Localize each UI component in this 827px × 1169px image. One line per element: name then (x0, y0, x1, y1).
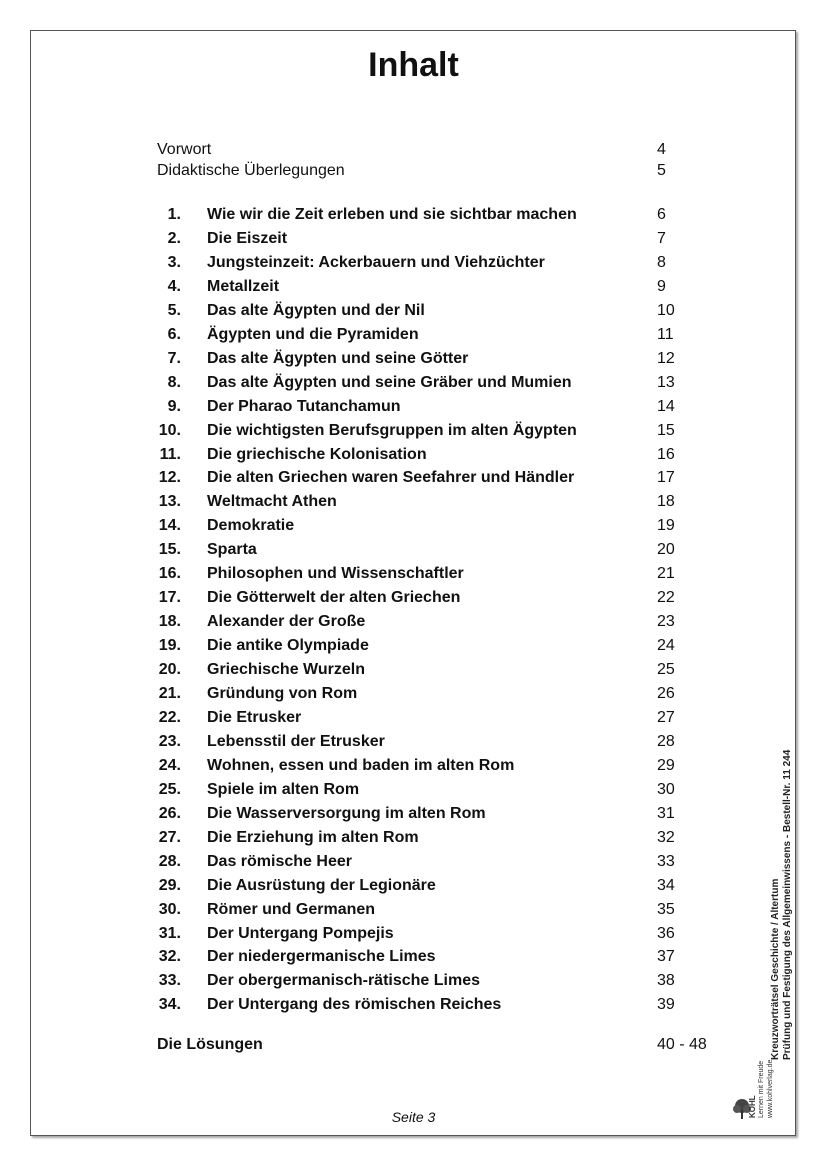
page-number: Seite 3 (391, 1109, 436, 1125)
toc-row-chapter (157, 875, 717, 897)
chapter-number: 5. (167, 301, 181, 319)
chapter-number: 7. (167, 349, 181, 367)
chapter-title: Der Pharao Tutanchamun (207, 397, 401, 415)
chapter-page: 21 (657, 565, 675, 583)
chapter-number: 34. (158, 996, 181, 1014)
chapter-number: 22. (158, 709, 181, 726)
toc-row-chapter (157, 611, 717, 633)
chapter-number: 12. (158, 469, 181, 487)
chapter-number: 9. (167, 397, 181, 415)
chapter-title: Das alte Ägypten und seine Gräber und Mumien (207, 373, 572, 391)
chapter-page: 16 (657, 445, 675, 463)
chapter-page: 28 (657, 732, 675, 750)
chapter-title: Das alte Ägypten und der Nil (207, 301, 425, 319)
toc-row-chapter (157, 635, 717, 657)
chapter-number: 3. (167, 253, 181, 271)
chapter-page: 36 (657, 924, 675, 942)
chapter-number: 10. (158, 421, 181, 439)
chapter-title: Die Wasserversorgung im alten Rom (207, 804, 486, 822)
chapter-number: 31. (158, 924, 181, 942)
chapter-page: 26 (657, 685, 675, 702)
chapter-number: 19. (158, 637, 181, 655)
chapter-page: 6 (657, 206, 666, 223)
chapter-page: 10 (657, 301, 675, 319)
chapter-number: 8. (167, 373, 181, 391)
chapter-page: 9 (657, 277, 666, 295)
chapter-number: 27. (158, 828, 181, 846)
toc-row-chapter (157, 420, 717, 442)
toc-row-chapter (157, 276, 717, 298)
chapter-number: 32. (158, 948, 181, 966)
chapter-page: 23 (657, 613, 675, 631)
publisher-tagline: Lernen mit Freude (758, 1060, 765, 1118)
toc-row-intro (157, 160, 717, 182)
chapter-page: 18 (657, 493, 675, 511)
toc-row-chapter (157, 994, 717, 1016)
chapter-title: Der niedergermanische Limes (207, 948, 436, 966)
chapter-title: Griechische Wurzeln (207, 661, 365, 678)
chapter-number: 15. (158, 541, 181, 559)
solutions-page: 40 - 48 (657, 1036, 707, 1053)
chapter-number: 20. (158, 661, 181, 678)
toc-row-chapter (157, 252, 717, 274)
chapter-title: Jungsteinzeit: Ackerbauern und Viehzüchter (207, 253, 545, 271)
chapter-title: Gründung von Rom (207, 685, 358, 702)
chapter-page: 32 (657, 828, 675, 846)
chapter-title: Das alte Ägypten und seine Götter (207, 349, 469, 367)
toc-row-chapter (157, 659, 717, 681)
toc-row-chapter (157, 324, 717, 346)
chapter-page: 33 (657, 852, 675, 870)
toc-row-intro (157, 139, 717, 161)
chapter-page: 30 (657, 780, 675, 798)
toc-row-chapter (157, 372, 717, 394)
chapter-number: 1. (167, 206, 181, 223)
toc-row-chapter (157, 348, 717, 370)
chapter-number: 26. (158, 804, 181, 822)
chapter-page: 8 (657, 253, 666, 271)
chapter-title: Philosophen und Wissenschaftler (207, 565, 464, 583)
toc-row-chapter (157, 851, 717, 873)
page-title: Inhalt (368, 46, 459, 84)
chapter-page: 14 (657, 397, 675, 415)
publisher-text (748, 1060, 775, 1118)
chapter-page: 17 (657, 469, 675, 487)
toc-label: Vorwort (157, 141, 212, 158)
toc-row-chapter (157, 827, 717, 849)
chapter-page: 35 (657, 900, 675, 918)
toc-row-chapter (157, 515, 717, 537)
chapter-title: Die griechische Kolonisation (207, 445, 427, 463)
toc-row-chapter (157, 923, 717, 945)
side-series-info (770, 750, 794, 1060)
chapter-number: 23. (158, 732, 181, 750)
chapter-title: Die Erziehung im alten Rom (207, 828, 419, 846)
chapter-page: 34 (657, 876, 675, 894)
chapter-title: Die Götterwelt der alten Griechen (207, 589, 461, 607)
toc-row-chapter (157, 563, 717, 585)
chapter-number: 6. (167, 325, 181, 343)
toc-row-chapter (157, 204, 717, 226)
chapter-title: Spiele im alten Rom (207, 780, 360, 798)
chapter-number: 4. (167, 277, 181, 295)
chapter-title: Demokratie (207, 517, 295, 535)
chapter-number: 30. (158, 900, 181, 918)
chapter-number: 17. (158, 589, 181, 607)
chapter-page: 20 (657, 541, 675, 559)
chapter-number: 24. (158, 756, 181, 774)
toc-row-chapter (157, 803, 717, 825)
chapter-number: 28. (158, 852, 181, 870)
toc-row-chapter (157, 899, 717, 921)
chapter-number: 11. (159, 445, 181, 463)
toc-row-solutions (157, 1034, 717, 1056)
chapter-page: 11 (657, 325, 674, 343)
chapter-title: Die antike Olympiade (207, 637, 369, 655)
chapter-page: 37 (657, 948, 675, 966)
chapter-title: Metallzeit (207, 277, 280, 295)
toc-row-chapter (157, 779, 717, 801)
toc-label: Didaktische Überlegungen (157, 162, 345, 179)
chapter-number: 18. (158, 613, 181, 631)
chapter-title: Wohnen, essen und baden im alten Rom (207, 756, 515, 774)
chapter-page: 27 (657, 709, 675, 726)
chapter-page: 13 (657, 373, 675, 391)
chapter-title: Alexander der Große (207, 613, 366, 631)
toc-row-chapter (157, 396, 717, 418)
toc-row-chapter (157, 731, 717, 753)
chapter-title: Das römische Heer (207, 852, 352, 870)
chapter-page: 38 (657, 972, 675, 990)
chapter-page: 15 (657, 421, 675, 439)
chapter-title: Die Eiszeit (207, 229, 288, 247)
chapter-number: 29. (158, 876, 181, 894)
chapter-number: 2. (167, 229, 181, 247)
chapter-title: Die wichtigsten Berufsgruppen im alten Ägypten (207, 421, 577, 439)
chapter-page: 22 (657, 589, 675, 607)
chapter-title: Wie wir die Zeit erleben und sie sichtbar machen (207, 206, 577, 223)
toc-row-chapter (157, 300, 717, 322)
chapter-title: Die alten Griechen waren Seefahrer und Händler (207, 469, 575, 487)
chapter-page: 19 (657, 517, 675, 535)
publisher-logo (728, 1059, 782, 1126)
chapter-number: 33. (158, 972, 181, 990)
toc-row-chapter (157, 755, 717, 777)
toc-row-chapter (157, 444, 717, 466)
chapter-title: Der Untergang des römischen Reiches (207, 996, 502, 1014)
chapter-number: 25. (158, 780, 181, 798)
publisher-brand: KOHL (748, 1095, 757, 1118)
toc-row-chapter (157, 539, 717, 561)
solutions-label: Die Lösungen (157, 1036, 263, 1053)
chapter-page: 12 (657, 349, 675, 367)
chapter-page: 39 (657, 996, 675, 1014)
chapter-title: Der obergermanisch-rätische Limes (207, 972, 480, 990)
toc-row-chapter (157, 970, 717, 992)
publisher-url: www.kohlverlag.de (767, 1059, 774, 1118)
toc-row-chapter (157, 946, 717, 968)
chapter-title: Lebensstil der Etrusker (207, 732, 385, 750)
chapter-number: 14. (158, 517, 181, 535)
series-title: Kreuzworträtsel Geschichte / Altertum (770, 878, 781, 1060)
chapter-number: 16. (158, 565, 181, 583)
chapter-number: 21. (158, 685, 181, 702)
chapter-page: 25 (657, 661, 675, 678)
chapter-page: 29 (657, 756, 675, 774)
chapter-title: Sparta (207, 541, 257, 559)
chapter-number: 13. (158, 493, 181, 511)
series-subtitle: Prüfung und Festigung des Allgemeinwissens - Bestell-Nr. 11 244 (782, 749, 793, 1060)
toc-row-chapter (157, 707, 717, 729)
toc-row-chapter (157, 491, 717, 513)
toc-row-chapter (157, 467, 717, 489)
toc-row-chapter (157, 587, 717, 609)
chapter-page: 7 (657, 229, 666, 247)
chapter-title: Weltmacht Athen (207, 493, 337, 511)
chapter-title: Ägypten und die Pyramiden (207, 325, 419, 343)
chapter-title: Die Etrusker (207, 709, 302, 726)
chapter-page: 31 (657, 804, 675, 822)
toc-row-chapter (157, 683, 717, 705)
chapter-title: Die Ausrüstung der Legionäre (207, 876, 436, 894)
chapter-page: 24 (657, 637, 675, 655)
chapter-title: Römer und Germanen (207, 900, 376, 918)
toc-page: 4 (657, 141, 666, 158)
toc-page: 5 (657, 162, 666, 179)
chapter-title: Der Untergang Pompejis (207, 924, 394, 942)
toc-row-chapter (157, 228, 717, 250)
